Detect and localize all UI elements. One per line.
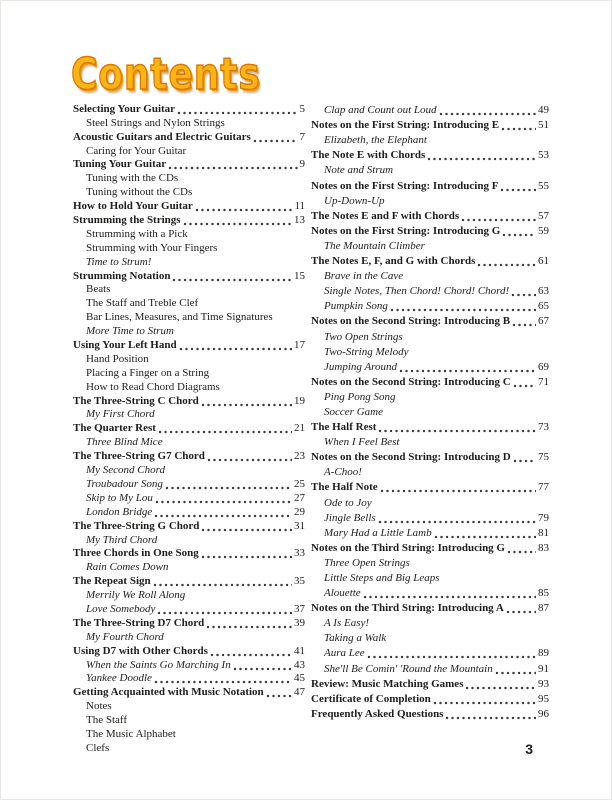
toc-chapter-entry xyxy=(73,573,305,587)
toc-entry-title: Two-String Melody xyxy=(324,345,409,358)
toc-chapter-entry xyxy=(311,373,549,388)
toc-entry-title: Up-Down-Up xyxy=(324,194,385,207)
toc-entry-title: Notes on the First String: Introducing G xyxy=(311,224,501,237)
toc-chapter-entry xyxy=(73,393,305,407)
toc-sub-entry xyxy=(73,559,305,573)
toc-chapter-entry xyxy=(73,643,305,657)
toc-entry-title: Alouette xyxy=(324,587,361,600)
dot-leader xyxy=(172,272,292,282)
toc-sub-entry xyxy=(311,161,549,176)
dot-leader xyxy=(513,378,536,388)
dot-leader xyxy=(390,302,536,312)
toc-entry-page-number: 93 xyxy=(538,677,549,690)
toc-chapter-entry xyxy=(73,337,305,351)
toc-entry-title: Clefs xyxy=(86,741,110,754)
toc-entry-title: Review: Music Matching Games xyxy=(311,677,464,690)
toc-sub-entry xyxy=(73,740,305,754)
toc-entry-title: The Staff xyxy=(86,714,128,727)
dot-leader xyxy=(195,202,293,212)
toc-entry-page-number: 71 xyxy=(538,375,549,388)
toc-entry-page-number: 11 xyxy=(294,200,306,213)
toc-entry-title: The Half Rest xyxy=(311,421,377,434)
toc-entry-title: The Half Note xyxy=(311,481,378,494)
toc-sub-entry xyxy=(73,170,305,184)
toc-entry-title: Acoustic Guitars and Electric Guitars xyxy=(73,130,251,143)
toc-sub-entry xyxy=(311,297,549,312)
toc-entry-title: Strumming Notation xyxy=(73,269,171,282)
toc-entry-title: Using D7 with Other Chords xyxy=(73,644,208,657)
toc-entry-title: The Three-String G Chord xyxy=(73,519,200,532)
toc-entry-page-number: 25 xyxy=(294,477,306,490)
toc-sub-entry xyxy=(73,476,305,490)
dot-leader xyxy=(380,483,536,493)
dot-leader xyxy=(378,423,536,433)
toc-entry-page-number: 21 xyxy=(294,422,306,435)
toc-sub-entry xyxy=(311,644,549,659)
dot-leader xyxy=(501,121,536,131)
toc-chapter-entry xyxy=(73,518,305,532)
toc-entry-title: Bar Lines, Measures, and Time Signatures xyxy=(86,311,273,324)
toc-entry-title: Love Somebody xyxy=(86,602,156,615)
toc-entry-title: Strumming the Strings xyxy=(73,214,181,227)
toc-sub-entry xyxy=(73,490,305,504)
dot-leader xyxy=(507,544,536,554)
toc-chapter-entry xyxy=(311,705,549,720)
toc-sub-entry xyxy=(73,115,305,129)
dot-leader xyxy=(201,549,292,559)
toc-entry-title: Notes on the Second String: Introducing D xyxy=(311,451,511,464)
dot-leader xyxy=(179,341,292,351)
dot-leader xyxy=(158,424,292,434)
toc-entry-title: Strumming with a Pick xyxy=(86,227,188,240)
toc-sub-entry xyxy=(311,524,549,539)
toc-entry-title: Two Open Strings xyxy=(324,330,403,343)
toc-sub-entry xyxy=(73,365,305,379)
toc-entry-title: When I Feel Best xyxy=(324,436,400,449)
toc-entry-page-number: 69 xyxy=(538,360,549,373)
toc-entry-page-number: 35 xyxy=(294,575,306,588)
toc-entry-page-number: 19 xyxy=(294,394,306,407)
toc-sub-entry xyxy=(73,240,305,254)
toc-chapter-entry xyxy=(73,212,305,226)
toc-entry-page-number: 83 xyxy=(538,541,549,554)
dot-leader xyxy=(155,494,292,504)
dot-leader xyxy=(154,674,292,684)
toc-entry-page-number: 57 xyxy=(538,209,549,222)
dot-leader xyxy=(367,649,536,659)
toc-entry-title: Tuning Your Guitar xyxy=(73,158,167,171)
toc-sub-entry xyxy=(311,388,549,403)
toc-entry-title: Mary Had a Little Lamb xyxy=(324,526,432,539)
toc-entry-title: Notes on the First String: Introducing E xyxy=(311,119,500,132)
toc-entry-page-number: 81 xyxy=(538,526,549,539)
dot-leader xyxy=(461,212,536,222)
toc-entry-page-number: 49 xyxy=(538,104,549,117)
toc-entry-title: Three Open Strings xyxy=(324,556,410,569)
toc-column-left xyxy=(73,101,305,754)
toc-entry-page-number: 31 xyxy=(294,519,306,532)
toc-entry-page-number: 85 xyxy=(538,587,549,600)
toc-entry-page-number: 96 xyxy=(538,707,549,720)
toc-sub-entry xyxy=(73,309,305,323)
toc-entry-title: My Second Chord xyxy=(86,464,166,477)
toc-entry-title: Jumping Around xyxy=(324,360,398,373)
toc-entry-title: Certificate of Completion xyxy=(311,692,431,705)
toc-sub-entry xyxy=(311,569,549,584)
dot-leader xyxy=(439,106,537,116)
toc-sub-entry xyxy=(73,295,305,309)
toc-entry-title: Getting Acquainted with Music Notation xyxy=(73,686,264,699)
toc-sub-entry xyxy=(311,554,549,569)
toc-sub-entry xyxy=(311,237,549,252)
toc-entry-title: Strumming with Your Fingers xyxy=(86,241,218,254)
toc-entry-title: Pumpkin Song xyxy=(324,300,388,313)
toc-entry-title: Notes on the First String: Introducing F xyxy=(311,179,499,192)
toc-entry-title: The Mountain Climber xyxy=(324,239,425,252)
toc-entry-title: My First Chord xyxy=(86,408,155,421)
dot-leader xyxy=(433,695,536,705)
toc-entry-title: Using Your Left Hand xyxy=(73,339,177,352)
toc-sub-entry xyxy=(73,282,305,296)
toc-chapter-entry xyxy=(73,129,305,143)
toc-sub-entry xyxy=(311,659,549,674)
toc-sub-entry xyxy=(73,671,305,685)
toc-sub-entry xyxy=(311,509,549,524)
toc-entry-title: Caring for Your Guitar xyxy=(86,144,187,157)
dot-leader xyxy=(177,105,297,115)
toc-entry-title: Jingle Bells xyxy=(324,511,376,524)
dot-leader xyxy=(165,480,292,490)
page-title: Contents xyxy=(71,49,261,100)
toc-chapter-entry xyxy=(311,207,549,222)
toc-entry-title: Tuning without the CDs xyxy=(86,186,193,199)
toc-entry-page-number: 77 xyxy=(538,481,549,494)
toc-sub-entry xyxy=(311,327,549,342)
toc-chapter-entry xyxy=(311,539,549,554)
toc-entry-page-number: 33 xyxy=(294,547,306,560)
toc-entry-title: The Music Alphabet xyxy=(86,727,176,740)
toc-entry-title: Notes on the Second String: Introducing B xyxy=(311,315,511,328)
toc-entry-title: Notes xyxy=(86,700,112,713)
toc-entry-title: Three Blind Mice xyxy=(86,436,163,449)
toc-sub-entry xyxy=(73,587,305,601)
toc-column-right xyxy=(311,101,549,754)
toc-entry-page-number: 95 xyxy=(538,692,549,705)
toc-entry-title: Placing a Finger on a String xyxy=(86,366,210,379)
dot-leader xyxy=(378,514,536,524)
toc-entry-page-number: 73 xyxy=(538,421,549,434)
toc-entry-title: Rain Comes Down xyxy=(86,561,169,574)
toc-entry-title: My Third Chord xyxy=(86,533,158,546)
toc-entry-page-number: 7 xyxy=(299,130,306,143)
dot-leader xyxy=(477,257,536,267)
toc-entry-page-number: 41 xyxy=(294,644,306,657)
toc-entry-page-number: 23 xyxy=(294,450,306,463)
dot-leader xyxy=(154,508,292,518)
toc-sub-entry xyxy=(73,629,305,643)
toc-entry-title: Yankee Doodle xyxy=(86,672,152,685)
toc-entry-page-number: 63 xyxy=(538,285,549,298)
toc-entry-title: The Staff and Treble Clef xyxy=(86,297,199,310)
toc-entry-title: She'll Be Comin' 'Round the Mountain xyxy=(324,662,493,675)
toc-sub-entry xyxy=(73,712,305,726)
dot-leader xyxy=(201,397,292,407)
toc-entry-title: The Notes E, F, and G with Chords xyxy=(311,255,476,268)
dot-leader xyxy=(427,151,536,161)
dot-leader xyxy=(465,680,536,690)
toc-entry-page-number: 15 xyxy=(294,269,306,282)
toc-sub-entry xyxy=(311,358,549,373)
toc-entry-title: When the Saints Go Marching In xyxy=(86,658,231,671)
toc-entry-title: Aura Lee xyxy=(324,647,365,660)
toc-sub-entry xyxy=(311,629,549,644)
toc-entry-title: Time to Strum! xyxy=(86,255,152,268)
dot-leader xyxy=(206,619,292,629)
toc-sub-entry xyxy=(73,184,305,198)
dot-leader xyxy=(153,577,292,587)
toc-entry-title: Ping Pong Song xyxy=(324,390,396,403)
toc-entry-title: Taking a Walk xyxy=(324,632,387,645)
toc-entry-page-number: 13 xyxy=(294,214,306,227)
toc-chapter-entry xyxy=(311,116,549,131)
toc-sub-entry xyxy=(73,434,305,448)
toc-sub-entry xyxy=(311,433,549,448)
toc-sub-entry xyxy=(311,282,549,297)
dot-leader xyxy=(210,647,292,657)
dot-leader xyxy=(253,133,298,143)
toc-sub-entry xyxy=(311,343,549,358)
toc-entry-title: The Repeat Sign xyxy=(73,575,151,588)
toc-entry-page-number: 47 xyxy=(294,686,306,699)
toc-sub-entry xyxy=(73,657,305,671)
toc-entry-title: How to Hold Your Guitar xyxy=(73,200,193,213)
dot-leader xyxy=(266,688,292,698)
toc-chapter-entry xyxy=(73,198,305,212)
dot-leader xyxy=(502,227,536,237)
toc-sub-entry xyxy=(73,532,305,546)
toc-sub-entry xyxy=(73,601,305,615)
dot-leader xyxy=(500,182,536,192)
toc-chapter-entry xyxy=(311,222,549,237)
toc-entry-page-number: 53 xyxy=(538,149,549,162)
dot-leader xyxy=(399,363,536,373)
toc-entry-title: The Three-String C Chord xyxy=(73,394,199,407)
toc-chapter-entry xyxy=(311,252,549,267)
toc-chapter-entry xyxy=(73,268,305,282)
toc-entry-title: Brave in the Cave xyxy=(324,270,404,283)
toc-entry-title: The Note E with Chords xyxy=(311,149,426,162)
toc-sub-entry xyxy=(311,267,549,282)
toc-chapter-entry xyxy=(73,420,305,434)
toc-entry-page-number: 75 xyxy=(538,451,549,464)
dot-leader xyxy=(434,529,536,539)
toc-sub-entry xyxy=(73,726,305,740)
dot-leader xyxy=(445,710,536,720)
toc-entry-title: London Bridge xyxy=(86,505,153,518)
toc-chapter-entry xyxy=(311,599,549,614)
toc-chapter-entry xyxy=(73,157,305,171)
dot-leader xyxy=(168,160,297,170)
toc-sub-entry xyxy=(311,493,549,508)
toc-sub-entry xyxy=(73,323,305,337)
toc-chapter-entry xyxy=(73,101,305,115)
toc-entry-title: Tuning with the CDs xyxy=(86,172,179,185)
toc-chapter-entry xyxy=(73,546,305,560)
toc-entry-page-number: 51 xyxy=(538,119,549,132)
toc-entry-title: Notes on the Second String: Introducing C xyxy=(311,375,511,388)
dot-leader xyxy=(495,665,536,675)
toc-entry-title: Frequently Asked Questions xyxy=(311,707,444,720)
toc-chapter-entry xyxy=(311,448,549,463)
toc-entry-page-number: 55 xyxy=(538,179,549,192)
toc-sub-entry xyxy=(311,403,549,418)
toc-chapter-entry xyxy=(73,448,305,462)
toc-entry-title: Elizabeth, the Elephant xyxy=(324,134,427,147)
toc-sub-entry xyxy=(311,192,549,207)
toc-entry-title: How to Read Chord Diagrams xyxy=(86,380,220,393)
toc-chapter-entry xyxy=(311,675,549,690)
dot-leader xyxy=(183,216,292,226)
toc-sub-entry xyxy=(311,584,549,599)
toc-sub-entry xyxy=(311,463,549,478)
toc-entry-title: The Quarter Rest xyxy=(73,422,156,435)
toc-chapter-entry xyxy=(311,176,549,191)
toc-entry-title: Hand Position xyxy=(86,352,149,365)
toc-entry-title: Soccer Game xyxy=(324,405,383,418)
toc-entry-title: Clap and Count out Loud xyxy=(324,104,437,117)
toc-entry-title: More Time to Strum xyxy=(86,325,174,338)
toc-chapter-entry xyxy=(73,615,305,629)
toc-entry-title: Three Chords in One Song xyxy=(73,547,199,560)
toc-columns xyxy=(73,101,549,754)
toc-chapter-entry xyxy=(311,312,549,327)
toc-chapter-entry xyxy=(73,684,305,698)
toc-entry-title: The Three-String G7 Chord xyxy=(73,450,205,463)
toc-entry-title: Single Notes, Then Chord! Chord! Chord! xyxy=(324,285,510,298)
toc-chapter-entry xyxy=(311,418,549,433)
toc-entry-title: Note and Strum xyxy=(324,164,394,177)
dot-leader xyxy=(201,522,292,532)
toc-sub-entry xyxy=(73,504,305,518)
toc-entry-title: The Three-String D7 Chord xyxy=(73,616,205,629)
toc-sub-entry xyxy=(73,698,305,712)
toc-entry-title: Notes on the Third String: Introducing A xyxy=(311,602,504,615)
toc-entry-page-number: 79 xyxy=(538,511,549,524)
toc-entry-page-number: 87 xyxy=(538,602,549,615)
toc-entry-page-number: 65 xyxy=(538,300,549,313)
toc-entry-page-number: 89 xyxy=(538,647,549,660)
toc-chapter-entry xyxy=(311,690,549,705)
toc-sub-entry xyxy=(73,226,305,240)
toc-sub-entry xyxy=(73,351,305,365)
toc-entry-title: A-Choo! xyxy=(324,466,362,479)
toc-chapter-entry xyxy=(311,478,549,493)
toc-entry-title: Troubadour Song xyxy=(86,477,163,490)
toc-entry-page-number: 91 xyxy=(538,662,549,675)
toc-entry-title: Ode to Joy xyxy=(324,496,372,509)
toc-entry-page-number: 61 xyxy=(538,255,549,268)
toc-sub-entry xyxy=(311,614,549,629)
toc-entry-page-number: 45 xyxy=(294,672,306,685)
toc-entry-page-number: 67 xyxy=(538,315,549,328)
toc-entry-page-number: 9 xyxy=(299,158,306,171)
toc-sub-entry xyxy=(73,143,305,157)
toc-entry-title: Steel Strings and Nylon Strings xyxy=(86,116,225,129)
toc-entry-page-number: 39 xyxy=(294,616,306,629)
toc-sub-entry xyxy=(73,462,305,476)
dot-leader xyxy=(511,287,536,297)
page-number: 3 xyxy=(525,741,533,757)
toc-sub-entry xyxy=(311,131,549,146)
toc-entry-page-number: 5 xyxy=(299,102,306,115)
toc-entry-page-number: 43 xyxy=(294,658,306,671)
toc-entry-page-number: 17 xyxy=(294,339,306,352)
toc-entry-page-number: 59 xyxy=(538,224,549,237)
dot-leader xyxy=(157,605,292,615)
toc-chapter-entry xyxy=(311,146,549,161)
toc-sub-entry xyxy=(73,407,305,421)
toc-entry-title: A Is Easy! xyxy=(324,617,370,630)
dot-leader xyxy=(233,661,292,671)
toc-entry-title: Little Steps and Big Leaps xyxy=(324,572,440,584)
dot-leader xyxy=(513,453,536,463)
toc-entry-title: The Notes E and F with Chords xyxy=(311,209,460,222)
toc-entry-title: Skip to My Lou xyxy=(86,491,153,504)
toc-entry-title: Merrily We Roll Along xyxy=(86,589,186,602)
toc-sub-entry xyxy=(73,379,305,393)
toc-entry-title: Selecting Your Guitar xyxy=(73,102,176,115)
dot-leader xyxy=(506,604,536,614)
toc-entry-page-number: 27 xyxy=(294,491,306,504)
dot-leader xyxy=(207,452,292,462)
dot-leader xyxy=(363,589,536,599)
toc-sub-entry xyxy=(73,254,305,268)
toc-entry-title: Notes on the Third String: Introducing G xyxy=(311,541,505,554)
toc-entry-title: My Fourth Chord xyxy=(86,630,164,643)
toc-entry-page-number: 29 xyxy=(294,505,306,518)
dot-leader xyxy=(512,317,536,327)
toc-entry-page-number: 37 xyxy=(294,602,306,615)
toc-sub-entry xyxy=(311,101,549,116)
toc-entry-title: Beats xyxy=(86,283,111,296)
